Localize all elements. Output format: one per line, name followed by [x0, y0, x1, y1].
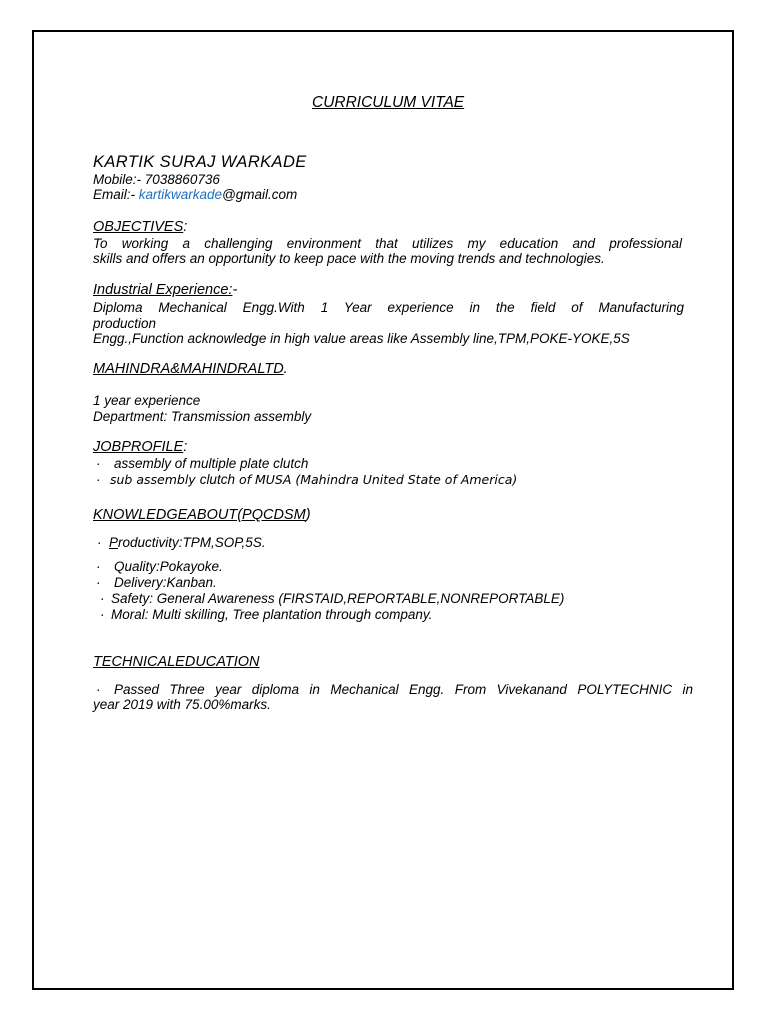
company-department: Department: Transmission assembly [93, 409, 312, 424]
bullet-icon: · [96, 472, 101, 487]
objectives-heading: OBJECTIVES: [93, 219, 188, 235]
jobprofile-heading: JOBPROFILE: [93, 439, 188, 455]
objectives-line-2: skills and offers an opportunity to keep pace with the moving trends and technologies. [93, 251, 605, 266]
bullet-icon: · [96, 456, 101, 471]
candidate-name: KARTIK SURAJ WARKADE [93, 153, 307, 171]
experience-line-3: Engg.,Function acknowledge in high value areas like Assembly line,TPM,POKE-YOKE,5S [93, 331, 630, 346]
mobile-number: 7038860736 [144, 172, 220, 187]
email-domain: @gmail.com [222, 187, 298, 202]
knowledge-item-delivery: · Delivery:Kanban. [96, 575, 217, 590]
knowledge-heading: KNOWLEDGEABOUT(PQCDSM) [93, 507, 311, 523]
bullet-icon: · [97, 535, 102, 550]
education-line-1: · Passed Three year diploma in Mechanical Engg. From Vivekanand POLYTECHNIC in [96, 682, 693, 697]
bullet-icon: · [96, 559, 101, 574]
experience-heading: Industrial Experience:- [93, 282, 238, 298]
company-years: 1 year experience [93, 393, 201, 408]
education-heading: TECHNICALEDUCATION [93, 654, 260, 670]
jobprofile-item: · assembly of multiple plate clutch [96, 456, 309, 471]
knowledge-item-safety: · Safety: General Awareness (FIRSTAID,REPORTABLE,NONREPORTABLE) [100, 591, 565, 606]
objectives-line-1: To working a challenging environment that utilizes my education and professional [93, 236, 682, 251]
mobile-label: Mobile:- [93, 172, 145, 187]
knowledge-item-productivity: · Productivity:TPM,SOP,5S. [97, 535, 266, 550]
bullet-icon: · [96, 682, 101, 697]
company-heading: MAHINDRA&MAHINDRALTD. [93, 361, 288, 377]
experience-line-2: production [93, 316, 157, 331]
education-line-2: year 2019 with 75.00%marks. [93, 697, 271, 712]
bullet-icon: · [100, 591, 105, 606]
jobprofile-item: · sub assembly clutch of MUSA (Mahindra United State of America) [96, 472, 518, 487]
email-line [93, 187, 297, 202]
experience-line-1: Diploma Mechanical Engg.With 1 Year experience in the field of Manufacturing [93, 300, 684, 315]
email-label: Email:- [93, 187, 139, 202]
knowledge-item-moral: · Moral: Multi skilling, Tree plantation through company. [100, 607, 433, 622]
knowledge-item-quality: · Quality:Pokayoke. [96, 559, 223, 574]
email-link[interactable]: kartikwarkade [138, 187, 223, 202]
document-title: CURRICULUM VITAE [312, 94, 465, 111]
bullet-icon: · [96, 575, 101, 590]
mobile-line [93, 172, 220, 187]
bullet-icon: · [100, 607, 105, 622]
